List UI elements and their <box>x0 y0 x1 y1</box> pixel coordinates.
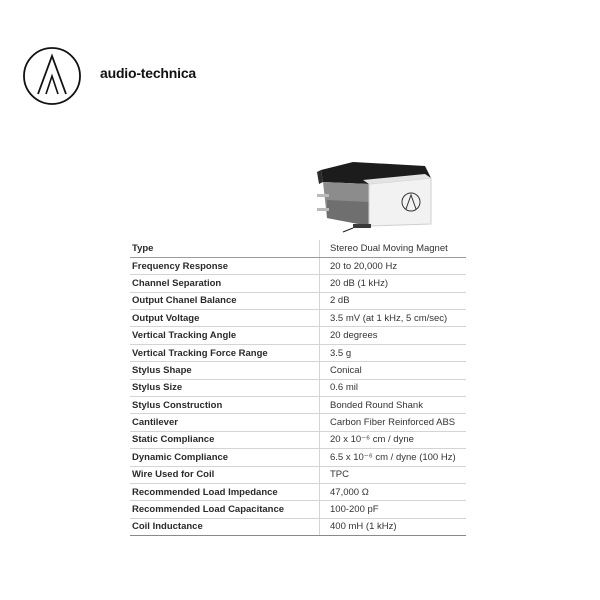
spec-label: Stylus Shape <box>130 362 320 379</box>
spec-label: Stylus Size <box>130 379 320 396</box>
spec-value: 20 x 10⁻⁶ cm / dyne <box>320 431 467 448</box>
spec-label: Vertical Tracking Angle <box>130 327 320 344</box>
spec-row <box>130 397 466 414</box>
spec-label: Static Compliance <box>130 431 320 448</box>
spec-label: Vertical Tracking Force Range <box>130 344 320 361</box>
spec-value: TPC <box>320 466 467 483</box>
spec-label: Output Voltage <box>130 310 320 327</box>
spec-label: Stylus Construction <box>130 397 320 414</box>
audio-technica-logo-icon <box>22 46 82 106</box>
spec-label: Recommended Load Impedance <box>130 483 320 500</box>
spec-row <box>130 466 466 483</box>
spec-value: 100-200 pF <box>320 501 467 518</box>
spec-label: Dynamic Compliance <box>130 449 320 466</box>
spec-row <box>130 327 466 344</box>
spec-row <box>130 292 466 309</box>
spec-value: 47,000 Ω <box>320 483 467 500</box>
spec-row <box>130 501 466 518</box>
spec-label: Type <box>130 240 320 257</box>
spec-value: 20 to 20,000 Hz <box>320 257 467 274</box>
spec-row <box>130 431 466 448</box>
spec-value: 400 mH (1 kHz) <box>320 518 467 535</box>
spec-row <box>130 518 466 535</box>
spec-table <box>130 240 466 536</box>
spec-value: Stereo Dual Moving Magnet <box>320 240 467 257</box>
spec-value: 20 degrees <box>320 327 467 344</box>
spec-value: 20 dB (1 kHz) <box>320 275 467 292</box>
spec-row <box>130 240 466 257</box>
spec-row <box>130 344 466 361</box>
spec-value: Conical <box>320 362 467 379</box>
spec-row <box>130 275 466 292</box>
spec-label: Frequency Response <box>130 257 320 274</box>
spec-value: 2 dB <box>320 292 467 309</box>
spec-row <box>130 310 466 327</box>
cartridge-icon <box>313 160 441 236</box>
spec-label: Recommended Load Capacitance <box>130 501 320 518</box>
brand-name: audio-technica <box>100 65 196 81</box>
spec-label: Channel Separation <box>130 275 320 292</box>
spec-value: 0.6 mil <box>320 379 467 396</box>
spec-row <box>130 257 466 274</box>
spec-row <box>130 379 466 396</box>
spec-label: Wire Used for Coil <box>130 466 320 483</box>
spec-value: 3.5 mV (at 1 kHz, 5 cm/sec) <box>320 310 467 327</box>
spec-row <box>130 414 466 431</box>
spec-label: Cantilever <box>130 414 320 431</box>
spec-row <box>130 483 466 500</box>
spec-row <box>130 449 466 466</box>
spec-value: Bonded Round Shank <box>320 397 467 414</box>
spec-label: Coil Inductance <box>130 518 320 535</box>
spec-label: Output Chanel Balance <box>130 292 320 309</box>
spec-row <box>130 362 466 379</box>
spec-value: 6.5 x 10⁻⁶ cm / dyne (100 Hz) <box>320 449 467 466</box>
spec-value: Carbon Fiber Reinforced ABS <box>320 414 467 431</box>
spec-value: 3.5 g <box>320 344 467 361</box>
